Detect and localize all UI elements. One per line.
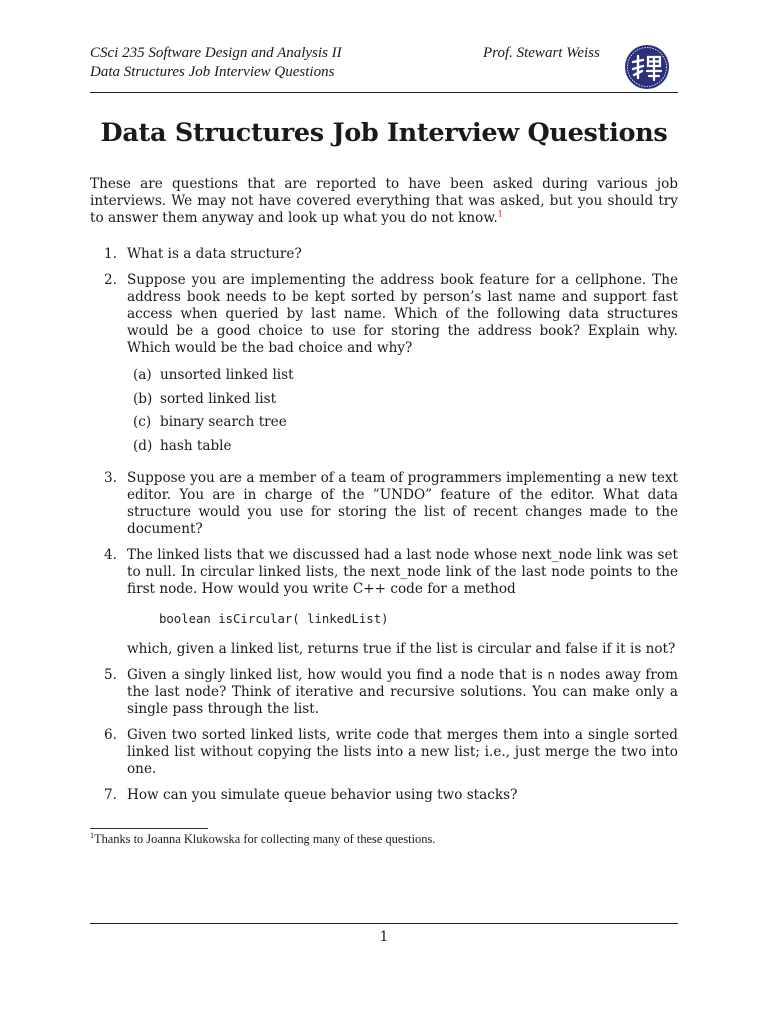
course-name: CSci 235 Software Design and Analysis II — [90, 45, 342, 61]
page-title: Data Structures Job Interview Questions — [100, 118, 668, 148]
footnote — [90, 831, 678, 847]
question-number: 3. — [104, 470, 117, 486]
option-item — [127, 438, 678, 462]
question-item — [90, 727, 678, 778]
question-number: 5. — [104, 667, 117, 683]
question-item — [90, 787, 678, 804]
option-text: sorted linked list — [160, 390, 277, 407]
question-text-end: nodes away from the last node? Think of iterative and recursive solutions. You can make only a single pass through the list. — [127, 667, 678, 717]
footnote-text: Thanks to Joanna Klukowska for collecting many of these questions. — [94, 832, 436, 847]
footnote-divider — [90, 828, 208, 829]
option-label: (b) — [133, 390, 153, 407]
option-text: unsorted linked list — [160, 367, 294, 383]
intro-paragraph — [90, 176, 678, 227]
header-left — [90, 44, 342, 82]
question-item — [90, 272, 678, 461]
question-number: 4. — [104, 547, 117, 563]
question-text-start: Given a singly linked list, how would you find a node that is — [127, 667, 548, 683]
question-number: 2. — [104, 272, 117, 288]
option-label: (a) — [133, 367, 152, 383]
question-text: Suppose you are a member of a team of programmers implementing a new text editor. You are in charge of the ”UNDO” feature of the editor. What data structure would you use for storing the list of recent changes made to the document? — [127, 470, 678, 537]
document-name: Data Structures Job Interview Questions — [90, 64, 335, 80]
option-text: binary search tree — [160, 414, 287, 430]
intro-text: These are questions that are reported to have been asked during various job interviews. We may not have covered everything that was asked, but you should try to answer them anyway and look up what you do not know. — [90, 176, 678, 226]
option-label: (c) — [133, 414, 152, 430]
footer-divider — [90, 923, 678, 924]
option-item — [127, 391, 678, 415]
question-item — [90, 470, 678, 538]
page-number: 1 — [379, 929, 389, 945]
inline-code: n — [547, 668, 555, 682]
question-text: How can you simulate queue behavior using two stacks? — [127, 787, 518, 803]
code-snippet: boolean isCircular( linkedList) — [159, 612, 389, 626]
footnote-reference[interactable]: 1 — [497, 209, 503, 219]
question-list — [90, 246, 678, 813]
running-header — [90, 44, 678, 93]
question-item — [90, 246, 678, 263]
option-item — [127, 414, 678, 438]
question-item — [90, 547, 678, 658]
question-item — [90, 667, 678, 718]
question-text: Suppose you are implementing the address book feature for a cellphone. The address book needs to be kept sorted by person’s last name and support fast access when queried by last name. Which of the following data structures would be a good choice to use for storing the address book? Explain why. Which would be the bad choice and why? — [127, 272, 678, 356]
footnote-mark: 1 — [90, 831, 94, 840]
question-text: What is a data structure? — [127, 246, 302, 262]
option-label: (d) — [133, 437, 153, 454]
question-number: 7. — [104, 787, 117, 803]
question-text: Given two sorted linked lists, write code that merges them into a single sorted linked list without copying the lists into a new list; i.e., just merge the two into one. — [127, 727, 678, 777]
university-seal-icon — [624, 44, 670, 90]
option-item — [127, 367, 678, 391]
option-text: hash table — [160, 437, 232, 454]
author-name: Prof. Stewart Weiss — [483, 45, 600, 61]
question-number: 1. — [104, 246, 117, 262]
question-followup: which, given a linked list, returns true if the list is circular and false if it is not? — [127, 641, 676, 657]
question-number: 6. — [104, 727, 117, 743]
question-text: The linked lists that we discussed had a last node whose next_node link was set to null. In circular linked lists, the next_node link of the last node points to the first node. How would you write C++ code for a method — [127, 547, 678, 597]
option-list — [127, 367, 678, 461]
